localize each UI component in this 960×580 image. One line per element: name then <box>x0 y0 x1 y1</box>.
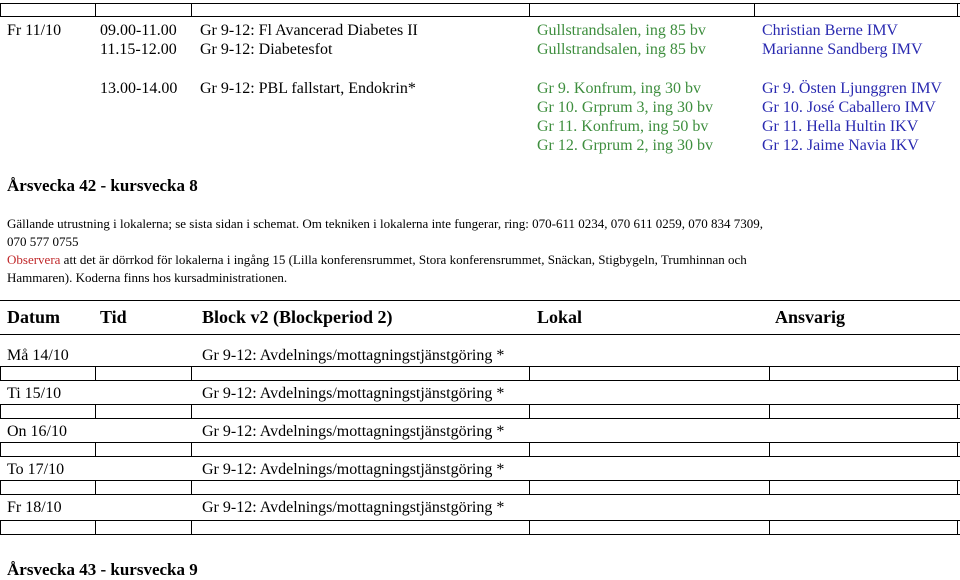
info-line-1 <box>7 215 763 232</box>
info-phone-text: Om tekniken i lokalerna inte fungerar, ring: 070-611 0234, 070 611 0259, 070 834 7309, <box>302 216 763 231</box>
top-row-1-day: Fr 11/10 <box>7 22 62 39</box>
top-row-1-time: 09.00-11.00 <box>100 22 177 39</box>
header-tid: Tid <box>100 307 127 327</box>
header-ansvarig: Ansvarig <box>775 307 846 327</box>
header-block: Block v2 (Blockperiod 2) <box>202 307 393 327</box>
table-row-block: Gr 9-12: Avdelnings/mottagningstjänstgöring * <box>202 385 505 402</box>
top-row-3-responsible-4: Gr 12. Jaime Navia IKV <box>762 137 919 154</box>
header-datum: Datum <box>7 307 60 327</box>
info-line-2: 070 577 0755 <box>7 234 79 249</box>
table-row-day: Ti 15/10 <box>7 385 62 402</box>
top-row-2-room: Gullstrandsalen, ing 85 bv <box>537 41 706 58</box>
top-row-2-block: Gr 9-12: Diabetesfot <box>200 41 333 58</box>
table-row-day: Må 14/10 <box>7 347 69 364</box>
info-equipment-text: Gällande utrustning i lokalerna; se sista sidan i schemat. <box>7 216 303 231</box>
top-row-3-room-2: Gr 10. Grprum 3, ing 30 bv <box>537 99 713 116</box>
top-row-2-responsible: Marianne Sandberg IMV <box>762 41 923 58</box>
info-line-3 <box>7 251 747 268</box>
table-row-day: On 16/10 <box>7 423 67 440</box>
top-row-1-responsible: Christian Berne IMV <box>762 22 898 39</box>
header-lokal: Lokal <box>537 307 583 327</box>
info-door-code-text: att det är dörrkod för lokalerna i ingång 15 (Lilla konferensrummet, Stora konferensrummet, Snäckan, Stigbygeln, Trumhinnan och <box>60 252 747 267</box>
week-43-title: Årsvecka 43 - kursvecka 9 <box>7 560 198 579</box>
table-row-block: Gr 9-12: Avdelnings/mottagningstjänstgöring * <box>202 499 505 516</box>
table-row-day: To 17/10 <box>7 461 65 478</box>
top-row-2-time: 11.15-12.00 <box>100 41 177 58</box>
table-row-block: Gr 9-12: Avdelnings/mottagningstjänstgöring * <box>202 423 505 440</box>
top-row-3-room-1: Gr 9. Konfrum, ing 30 bv <box>537 80 701 97</box>
top-row-3-responsible-2: Gr 10. José Caballero IMV <box>762 99 936 116</box>
top-row-3-responsible-3: Gr 11. Hella Hultin IKV <box>762 118 919 135</box>
top-row-3-room-4: Gr 12. Grprum 2, ing 30 bv <box>537 137 713 154</box>
top-row-3-time: 13.00-14.00 <box>100 80 178 97</box>
top-row-1-block: Gr 9-12: Fl Avancerad Diabetes II <box>200 22 418 39</box>
table-row-block: Gr 9-12: Avdelnings/mottagningstjänstgöring * <box>202 347 505 364</box>
top-row-3-responsible-1: Gr 9. Östen Ljunggren IMV <box>762 80 942 97</box>
observera-label: Observera <box>7 252 61 267</box>
top-row-3-room-3: Gr 11. Konfrum, ing 50 bv <box>537 118 709 135</box>
info-line-4: Hammaren). Koderna finns hos kursadministrationen. <box>7 270 288 285</box>
table-row-day: Fr 18/10 <box>7 499 62 516</box>
top-row-1-room: Gullstrandsalen, ing 85 bv <box>537 22 706 39</box>
top-row-3-block: Gr 9-12: PBL fallstart, Endokrin* <box>200 80 416 97</box>
week-42-title: Årsvecka 42 - kursvecka 8 <box>7 176 198 195</box>
table-row-block: Gr 9-12: Avdelnings/mottagningstjänstgöring * <box>202 461 505 478</box>
